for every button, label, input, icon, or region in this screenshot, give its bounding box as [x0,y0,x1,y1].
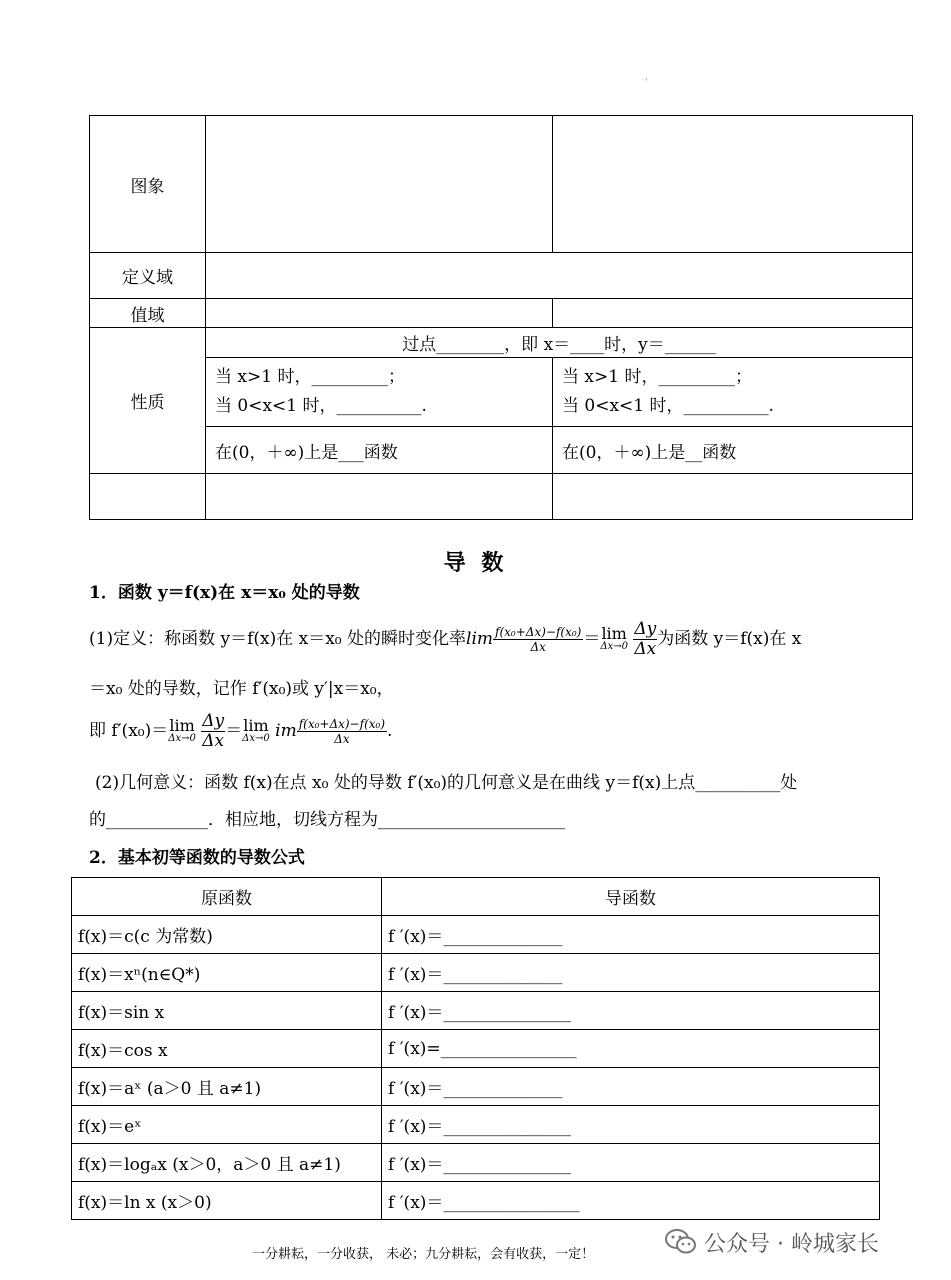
dy-dx-fraction-2 [201,712,225,751]
derivative-blank: f ′(x)＝______________ [382,1068,880,1106]
derivative-formula-line [89,712,392,751]
monotonic-cell-left: 在(0，＋∞)上是___函数 [206,427,553,474]
derivative-definition-line [89,620,801,659]
difference-quotient [493,625,583,654]
log-function-properties-table [89,115,913,520]
watermark [664,1227,879,1262]
geometric-meaning-line-2: 的____________．相应地，切线方程为______________________ [89,810,565,830]
def-text-a: (1)定义：称函数 y＝f(x)在 x＝x₀ 处的瞬时变化率 [89,629,467,649]
limit-symbol-3 [242,715,270,745]
original-function: f(x)＝cos x [72,1030,382,1068]
sign-cell-left [206,358,553,427]
table-row [72,916,880,954]
left-case-1: 当 x>1 时，_________； [215,367,405,387]
ie-text: 即 f′(x₀)＝ [89,721,169,741]
derivative-blank: f ′(x)＝_______________ [382,1144,880,1182]
lim-subscript-3: Δx→0 [242,732,270,744]
col-header-derivative: 导函数 [382,878,880,916]
sign-cell-right [553,358,913,427]
frac-denominator: Δx [530,640,546,654]
derivative-formula-table [71,877,880,1220]
image-cell-right [553,116,913,253]
dy-dx-fraction [633,620,657,659]
lim-text: lim [601,623,627,643]
fixed-point-cell: 过点________，即 x＝____时，y＝______ [206,328,913,358]
watermark-text: 公众号 · 岭城家长 [704,1232,879,1257]
empty-cell-right [553,474,913,520]
dx-2: Δx [202,731,225,751]
table-row [72,1106,880,1144]
right-case-1: 当 x>1 时，_________； [562,367,752,387]
frac-denominator-2: Δx [334,732,350,746]
original-function: f(x)＝aˣ (a＞0 且 a≠1) [72,1068,382,1106]
section-title: 导 数 [443,550,508,576]
lim-text-3: lim [243,715,269,735]
wechat-icon [664,1228,698,1262]
derivative-blank: f ′(x)＝______________ [382,916,880,954]
domain-cell [206,253,913,299]
s2-heading: 2．基本初等函数的导数公式 [89,848,305,868]
lim-subscript-2: Δx→0 [168,732,196,744]
image-cell-left [206,116,553,253]
table-row [72,1144,880,1182]
derivative-blank: f ′(x)＝_______________ [382,1106,880,1144]
right-case-2: 当 0<x<1 时，__________. [562,396,774,416]
table-row [72,1182,880,1220]
table-row [72,1068,880,1106]
ie-end: . [387,721,393,741]
col-header-original: 原函数 [72,878,382,916]
geometric-meaning-line-1: (2)几何意义：函数 f(x)在点 x₀ 处的导数 f′(x₀)的几何意义是在曲线 y＝f(x)上点__________处 [95,773,798,793]
row-label-property: 性质 [90,328,206,474]
table-row [72,954,880,992]
frac-numerator-2: f(x₀+Δx)−f(x₀) [298,717,386,731]
left-case-2: 当 0<x<1 时，__________. [215,396,427,416]
row-label-image: 图象 [90,116,206,253]
derivative-blank: f ′(x)＝_______________ [382,992,880,1030]
derivative-blank: f ′(x)=________________ [382,1030,880,1068]
original-function: f(x)＝ln x (x＞0) [72,1182,382,1220]
lim-word: lim [466,629,494,649]
original-function: f(x)＝sin x [72,992,382,1030]
range-cell-right [553,299,913,328]
empty-cell-left [206,474,553,520]
frac-numerator: f(x₀+Δx)−f(x₀) [495,625,582,639]
row-label-domain: 定义域 [90,253,206,299]
row-label-range: 值域 [90,299,206,328]
im-word: im [275,721,297,741]
limit-symbol [600,623,628,653]
derivative-blank: f ′(x)＝______________ [382,954,880,992]
table-row [72,992,880,1030]
derivative-notation-line: ＝x₀ 处的导数，记作 f′(x₀)或 y′|x＝x₀， [89,679,394,699]
limit-symbol-2 [168,715,196,745]
derivative-blank: f ′(x)＝________________ [382,1182,880,1220]
s1-heading: 1．函数 y＝f(x)在 x＝x₀ 处的导数 [89,583,360,603]
original-function: f(x)＝logₐx (x＞0，a＞0 且 a≠1) [72,1144,382,1182]
original-function: f(x)＝eˣ [72,1106,382,1144]
dy-2: Δy [202,711,225,731]
difference-quotient-2 [297,717,387,746]
def-text-b: 为函数 y＝f(x)在 x [657,629,802,649]
dy: Δy [634,619,657,639]
equals-sign: ＝ [583,629,601,649]
table-row [72,1030,880,1068]
lim-text-2: lim [169,715,195,735]
original-function: f(x)＝xⁿ(n∈Q*) [72,954,382,992]
lim-subscript: Δx→0 [600,640,628,652]
footer-motto: 一分耕耘，一分收获， 未必；九分耕耘，会有收获，一定！ [252,1247,595,1262]
page-mark: ' [645,78,648,88]
monotonic-cell-right: 在(0，＋∞)上是__函数 [553,427,913,474]
original-function: f(x)＝c(c 为常数) [72,916,382,954]
dx: Δx [634,639,657,659]
empty-row-label [90,474,206,520]
equals-sign-2: ＝ [225,721,243,741]
range-cell-left [206,299,553,328]
